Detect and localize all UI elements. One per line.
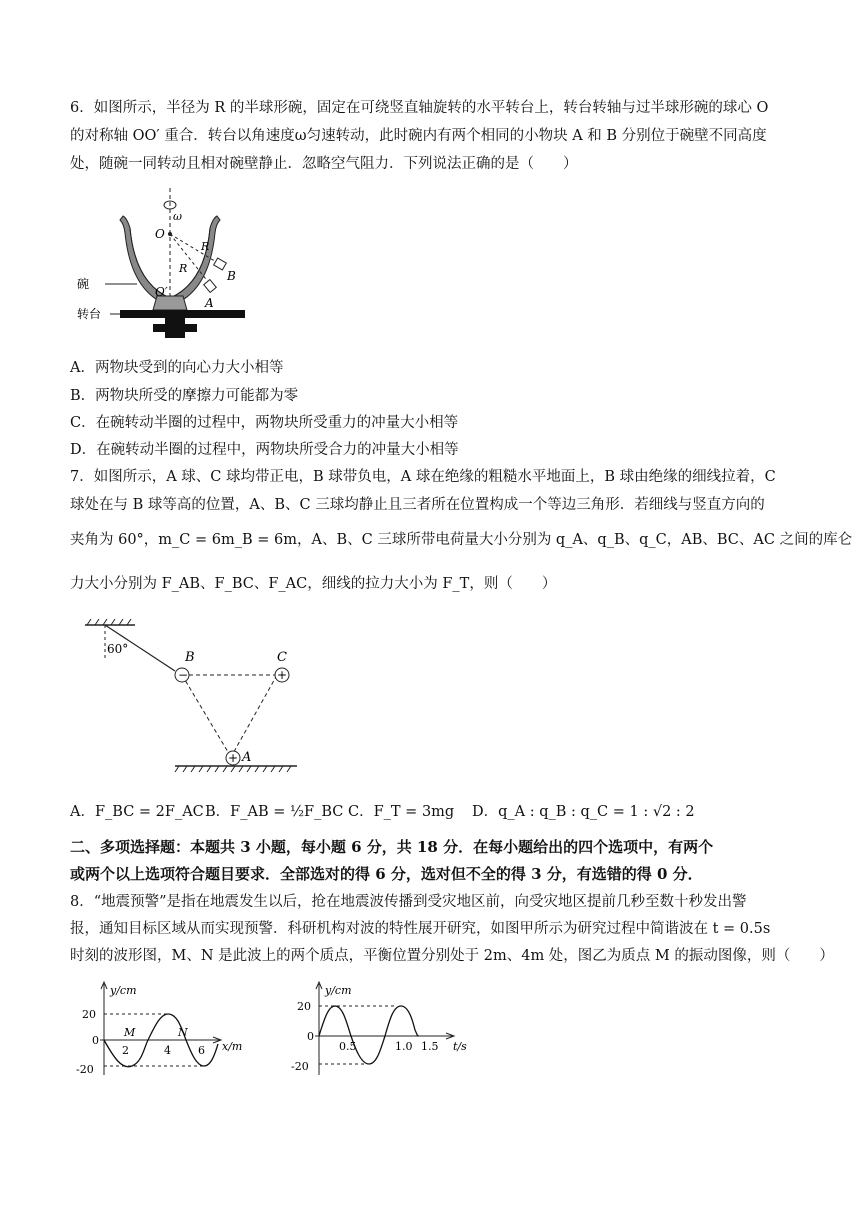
q7-option-b: B．F_AB = ½F_BC bbox=[205, 804, 344, 820]
vib-yzero: 0 bbox=[307, 1030, 314, 1043]
charges-figure bbox=[75, 615, 305, 775]
q6-line-2: 的对称轴 OO′ 重合．转台以角速度ω匀速转动，此时碗内有两个相同的小物块 A 和 B 分别位于碗壁不同高度 bbox=[70, 128, 767, 144]
q6-line-3: 处，随碗一同转动且相对碗壁静止．忽略空气阻力．下列说法正确的是（ ） bbox=[70, 156, 578, 172]
vibration-graph bbox=[285, 980, 485, 1080]
wave-xtick-2: 2 bbox=[122, 1044, 129, 1057]
section2-line-2: 或两个以上选项符合题目要求．全部选对的得 6 分，选对但不全的得 3 分，有选错的得 0 分． bbox=[70, 865, 703, 883]
vib-ybot: -20 bbox=[291, 1060, 309, 1073]
vib-ytop: 20 bbox=[297, 1000, 311, 1013]
q6-line-1: 6．如图所示，半径为 R 的半球形碗，固定在可绕竖直轴旋转的水平转台上，转台转轴与过半球形碗的球心 O bbox=[70, 100, 769, 116]
vib-ylabel: y/cm bbox=[325, 984, 352, 997]
q7-option-d: D．q_A : q_B : q_C = 1 : √2 : 2 bbox=[472, 804, 695, 820]
r-label-1: R bbox=[201, 240, 210, 253]
q7-option-c: C．F_T = 3mg bbox=[348, 804, 455, 820]
q7-line-3: 夹角为 60°，m_C = 6m_B = 6m，A、B、C 三球所带电荷量大小分别为 q_A、q_B、q_C，AB、BC、AC 之间的库仑 bbox=[70, 532, 853, 548]
o-prime-label: O′ bbox=[155, 285, 168, 299]
angle-label: 60° bbox=[107, 642, 129, 656]
b-label: B bbox=[227, 269, 236, 283]
omega-label: ω bbox=[173, 210, 182, 223]
q8-line-2: 报，通知目标区域从而实现预警．科研机构对波的特性展开研究，如图甲所示为研究过程中简谐波在 t = 0.5s bbox=[70, 921, 771, 937]
q6-option-a: A．两物块受到的向心力大小相等 bbox=[70, 360, 284, 376]
q6-option-b: B．两物块所受的摩擦力可能都为零 bbox=[70, 388, 299, 404]
q8-line-1: 8．“地震预警”是指在地震发生以后，抢在地震波传播到受灾地区前，向受灾地区提前几秒至数十秒发出警 bbox=[70, 894, 747, 910]
vib-xtick-05: 0.5 bbox=[339, 1040, 357, 1053]
q7-line-4: 力大小分别为 F_AB、F_BC、F_AC，细线的拉力大小为 F_T，则（ ） bbox=[70, 576, 557, 592]
wave-ylabel: y/cm bbox=[110, 984, 137, 997]
wave-xlabel: x/m bbox=[222, 1040, 243, 1053]
b-charge: − bbox=[178, 668, 189, 682]
m-label: M bbox=[124, 1026, 136, 1039]
o-label: O bbox=[155, 227, 165, 241]
wave-xtick-4: 4 bbox=[164, 1044, 171, 1057]
a-label: A bbox=[205, 296, 214, 310]
vib-xlabel: t/s bbox=[453, 1040, 467, 1053]
a-charge: + bbox=[228, 751, 239, 765]
table-label: 转台 bbox=[77, 307, 102, 321]
q6-option-d: D．在碗转动半圈的过程中，两物块所受合力的冲量大小相等 bbox=[70, 442, 459, 458]
section2-line-1: 二、多项选择题：本题共 3 小题，每小题 6 分，共 18 分．在每小题给出的四个选项中，有两个 bbox=[70, 838, 714, 856]
q7-line-2: 球处在与 B 球等高的位置，A、B、C 三球均静止且三者所在位置构成一个等边三角形．若细线与竖直方向的 bbox=[70, 497, 765, 513]
wave-yzero: 0 bbox=[92, 1034, 99, 1047]
a-ball-label: A bbox=[242, 750, 252, 765]
vib-xtick-15: 1.5 bbox=[421, 1040, 439, 1053]
vib-xtick-10: 1.0 bbox=[395, 1040, 413, 1053]
n-label: N bbox=[178, 1026, 188, 1039]
wave-graph bbox=[70, 980, 260, 1080]
wave-ytop: 20 bbox=[82, 1008, 96, 1021]
b-ball-label: B bbox=[185, 650, 195, 665]
q8-line-3: 时刻的波形图，M、N 是此波上的两个质点，平衡位置分别处于 2m、4m 处，图乙为质点 M 的振动图像，则（ ） bbox=[70, 948, 834, 964]
c-ball-label: C bbox=[277, 650, 287, 665]
r-label-2: R bbox=[179, 262, 188, 275]
q7-option-a: A．F_BC = 2F_AC bbox=[70, 804, 204, 820]
wave-xtick-6: 6 bbox=[198, 1044, 205, 1057]
bowl-label: 碗 bbox=[77, 277, 90, 291]
bowl-figure bbox=[75, 188, 275, 343]
c-charge: + bbox=[277, 668, 288, 682]
wave-ybot: -20 bbox=[76, 1063, 94, 1076]
q7-line-1: 7．如图所示，A 球、C 球均带正电，B 球带负电，A 球在绝缘的粗糙水平地面上，B 球由绝缘的细线拉着，C bbox=[70, 469, 776, 485]
q6-option-c: C．在碗转动半圈的过程中，两物块所受重力的冲量大小相等 bbox=[70, 415, 459, 431]
